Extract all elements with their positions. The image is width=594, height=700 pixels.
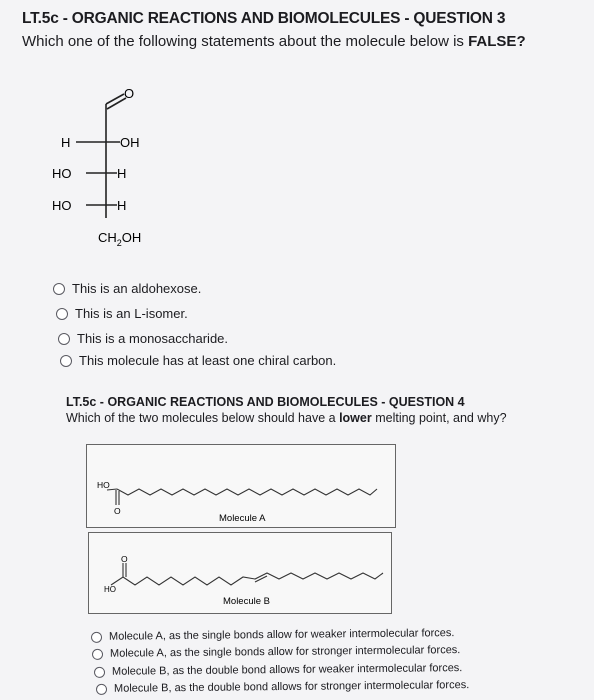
row1-right: OH (120, 135, 140, 150)
q3-option-1[interactable] (53, 281, 201, 296)
q3-prompt-end: ? (516, 33, 526, 50)
aldehyde-bond (106, 94, 124, 104)
molecule-b-panel (88, 532, 392, 614)
q3-option-2[interactable] (56, 306, 188, 321)
q4-option-4-label: Molecule B, as the double bond allows for stronger intermolecular forces. (113, 679, 470, 695)
q4-option-2[interactable] (92, 644, 460, 660)
q3-prompt (22, 33, 526, 50)
radio-button[interactable] (56, 308, 68, 320)
q3-title: LT.5c - ORGANIC REACTIONS AND BIOMOLECULES - QUESTION 3 (22, 10, 506, 27)
radio-button[interactable] (58, 333, 70, 345)
molecule-a-panel (86, 444, 396, 528)
row3-right: H (117, 198, 127, 213)
radio-button[interactable] (91, 631, 102, 642)
q4-prompt-emphasis: lower (339, 411, 372, 425)
molecule-b-chain (111, 573, 383, 585)
q4-option-2-label: Molecule A, as the single bonds allow for stronger intermolecular forces. (109, 644, 461, 660)
terminal-subscript: 2 (116, 238, 122, 248)
terminal-ch: CH (98, 230, 117, 245)
molecule-b-caption: Molecule B (223, 596, 270, 607)
q4-option-3[interactable] (94, 662, 462, 678)
q4-option-1-label: Molecule A, as the single bonds allow for weaker intermolecular forces. (108, 627, 455, 643)
radio-button[interactable] (96, 683, 107, 694)
fischer-projection (40, 78, 190, 253)
radio-button[interactable] (92, 648, 103, 659)
q3-option-4-label: This molecule has at least one chiral carbon. (79, 353, 337, 368)
radio-button[interactable] (60, 355, 72, 367)
q3-option-3-label: This is a monosaccharide. (77, 331, 229, 346)
q4-option-4[interactable] (96, 679, 469, 695)
terminal-oh: OH (121, 230, 142, 245)
molecule-a-ho: HO (97, 480, 110, 490)
q4-prompt-end: melting point, and why? (371, 411, 507, 425)
molecule-a-caption: Molecule A (219, 513, 266, 524)
terminal-group (98, 230, 141, 248)
row2-left: HO (52, 166, 72, 181)
q3-prompt-text: Which one of the following statements about the molecule below is (22, 33, 469, 50)
radio-button[interactable] (53, 283, 65, 295)
row1-left: H (61, 135, 71, 150)
q4-option-1[interactable] (91, 627, 455, 643)
row2-right: H (117, 166, 127, 181)
q3-option-4[interactable] (60, 353, 336, 368)
q4-title: LT.5c - ORGANIC REACTIONS AND BIOMOLECULES - QUESTION 4 (66, 395, 465, 409)
molecule-b-oxygen: O (121, 554, 128, 564)
row3-left: HO (52, 198, 72, 213)
molecule-b-double-bond (255, 576, 267, 582)
q4-option-3-label: Molecule B, as the double bond allows for weaker intermolecular forces. (111, 662, 463, 678)
q3-option-1-label: This is an aldohexose. (72, 281, 202, 296)
q3-option-2-label: This is an L-isomer. (75, 306, 188, 321)
q3-prompt-emphasis: FALSE (468, 33, 517, 50)
q4-prompt-text: Which of the two molecules below should have a (66, 411, 340, 425)
q3-option-3[interactable] (58, 331, 228, 346)
radio-button[interactable] (94, 666, 105, 677)
molecule-b-structure (89, 533, 393, 615)
carbonyl-oxygen: O (124, 86, 135, 101)
molecule-a-structure (87, 445, 397, 529)
molecule-b-ho: HO (104, 585, 116, 594)
molecule-a-chain (117, 489, 377, 495)
molecule-a-oxygen: O (114, 506, 121, 516)
q4-prompt (66, 411, 507, 425)
